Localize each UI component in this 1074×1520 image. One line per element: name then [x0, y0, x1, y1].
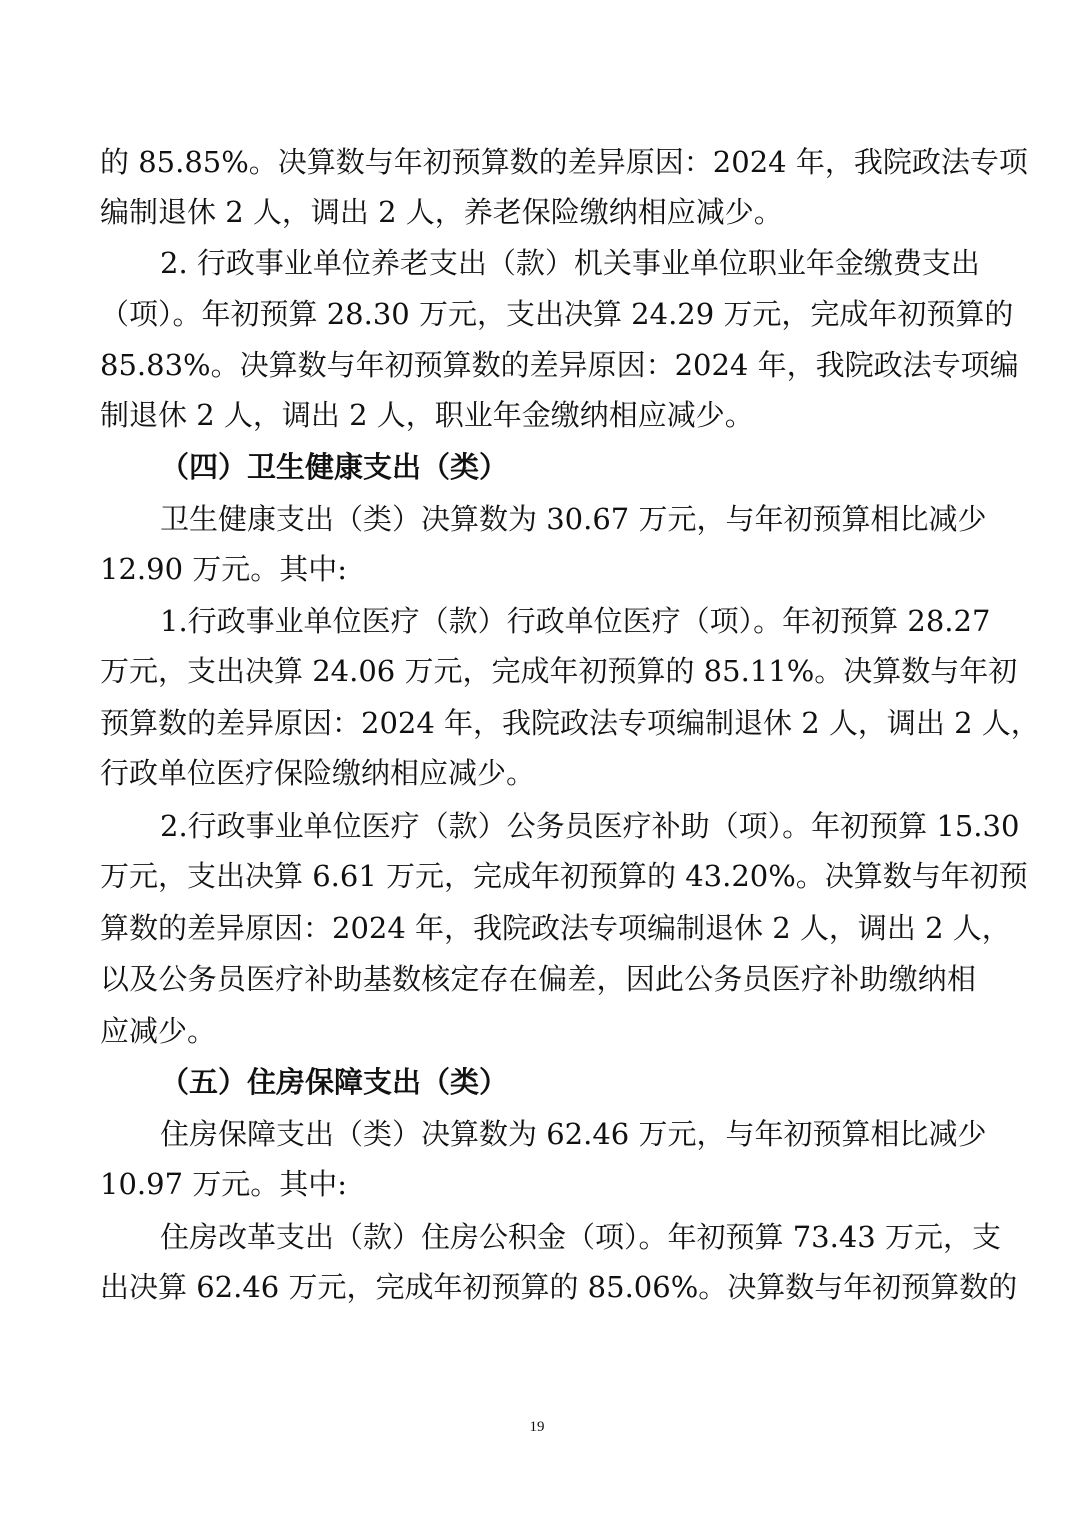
text-line-17: 以及公务员医疗补助基数核定存在偏差，因此公务员医疗补助缴纳相 [100, 962, 976, 996]
text-line-1: 的 85.85%。决算数与年初预算数的差异原因：2024 年，我院政法专项 [100, 145, 1028, 179]
text-line-18: 应减少。 [100, 1014, 217, 1048]
text-line-16: 算数的差异原因：2024 年，我院政法专项编制退休 2 人，调出 2 人， [100, 911, 1011, 945]
text-line-13: 行政单位医疗保险缴纳相应减少。 [100, 756, 536, 790]
text-line-20: 住房保障支出（类）决算数为 62.46 万元，与年初预算相比减少 [160, 1117, 987, 1151]
text-line-6: 制退休 2 人，调出 2 人，职业年金缴纳相应减少。 [100, 398, 754, 432]
text-line-5: 85.83%。决算数与年初预算数的差异原因：2024 年，我院政法专项编 [100, 348, 1019, 382]
section-heading-housing: （五）住房保障支出（类） [160, 1065, 509, 1099]
text-line-8: 卫生健康支出（类）决算数为 30.67 万元，与年初预算相比减少 [160, 502, 987, 536]
text-line-14: 2.行政事业单位医疗（款）公务员医疗补助（项）。年初预算 15.30 [160, 809, 1020, 843]
text-line-11: 万元，支出决算 24.06 万元，完成年初预算的 85.11%。决算数与年初 [100, 654, 1018, 688]
text-line-15: 万元，支出决算 6.61 万元，完成年初预算的 43.20%。决算数与年初预 [100, 859, 1028, 893]
text-line-12: 预算数的差异原因：2024 年，我院政法专项编制退休 2 人，调出 2 人， [100, 706, 1040, 740]
text-line-4: （项）。年初预算 28.30 万元，支出决算 24.29 万元，完成年初预算的 [100, 297, 1014, 331]
text-line-23: 出决算 62.46 万元，完成年初预算的 85.06%。决算数与年初预算数的 [100, 1270, 1018, 1304]
text-line-22: 住房改革支出（款）住房公积金（项）。年初预算 73.43 万元，支 [160, 1220, 1001, 1254]
text-line-10: 1.行政事业单位医疗（款）行政单位医疗（项）。年初预算 28.27 [160, 604, 991, 638]
text-line-9: 12.90 万元。其中: [100, 552, 348, 586]
section-heading-health: （四）卫生健康支出（类） [160, 450, 509, 484]
text-line-21: 10.97 万元。其中: [100, 1167, 348, 1201]
page-number: 19 [529, 1419, 545, 1435]
text-line-3: 2. 行政事业单位养老支出（款）机关事业单位职业年金缴费支出 [160, 246, 980, 280]
text-line-2: 编制退休 2 人，调出 2 人，养老保险缴纳相应减少。 [100, 195, 783, 229]
